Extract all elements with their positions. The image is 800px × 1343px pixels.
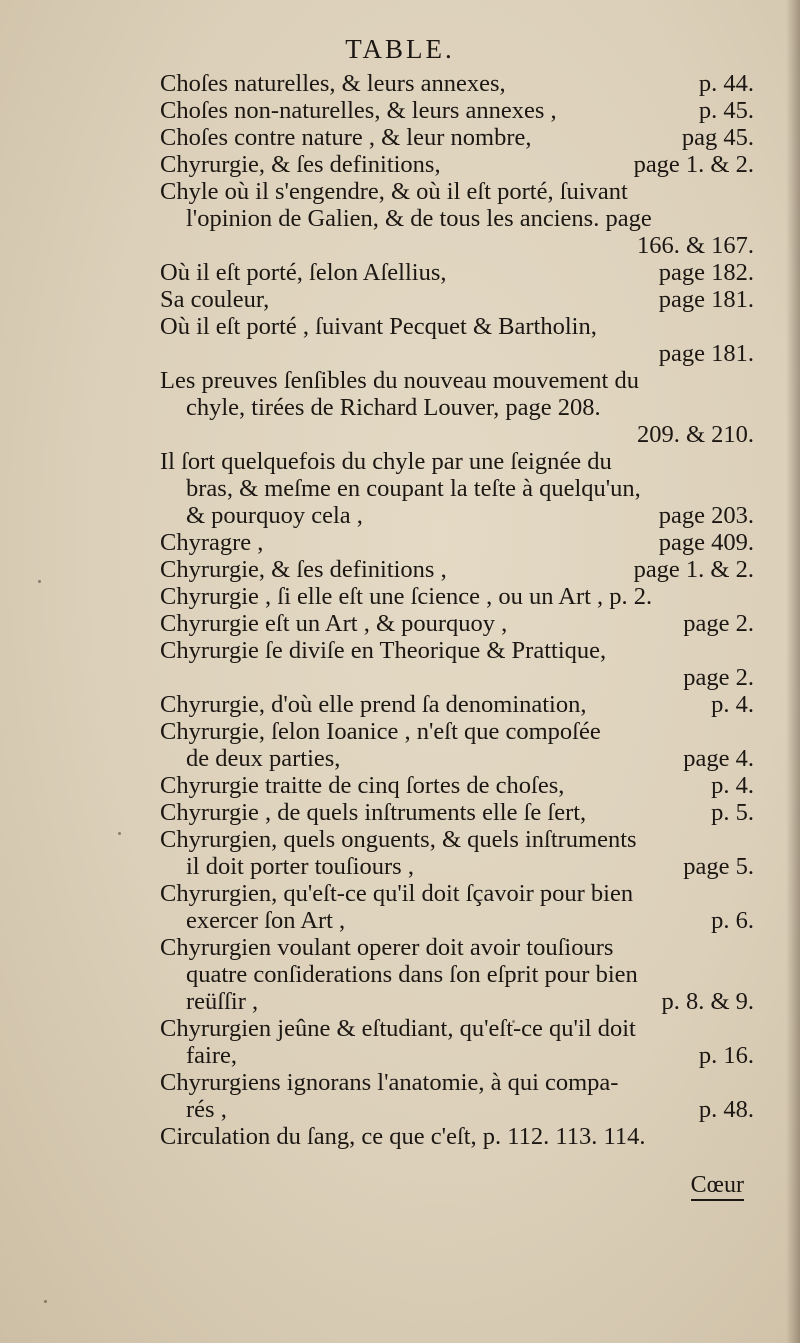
index-entry-page: page 181. — [658, 340, 754, 367]
index-entry-page: page 1. & 2. — [633, 556, 754, 583]
index-entry-text: Choſes non-naturelles, & leurs annexes , — [160, 97, 557, 124]
index-line — [160, 529, 754, 556]
index-entry-page: p. 48. — [698, 1096, 754, 1123]
index-entry-page: p. 16. — [698, 1042, 754, 1069]
index-entry-page: p. 45. — [698, 97, 754, 124]
index-entry-page: page 5. — [683, 853, 754, 880]
index-line — [160, 1042, 754, 1069]
index-entry-text: Chyrurgien jeûne & eſtudiant, qu'eſt-ce qu'il doit — [160, 1015, 636, 1042]
index-entry-page: page 4. — [683, 745, 754, 772]
index-line — [160, 340, 754, 367]
index-entry-page: p. 6. — [711, 907, 754, 934]
index-entry-text: Chyrurgie , de quels inſtruments elle ſe ſert, — [160, 799, 587, 826]
index-entry-text: de deux parties, — [186, 745, 341, 772]
index-line — [160, 799, 754, 826]
index-entry-text: Chyrurgie traitte de cinq ſortes de choſes, — [160, 772, 565, 799]
index-entry-text: Chyrurgie eſt un Art , & pourquoy , — [160, 610, 508, 637]
index-line — [160, 421, 754, 448]
index-entry-page: p. 5. — [711, 799, 754, 826]
index-entry-text: l'opinion de Galien, & de tous les anciens. page — [186, 205, 652, 232]
index-entry-page: page 182. — [658, 259, 754, 286]
index-line — [160, 97, 754, 124]
index-line — [160, 232, 754, 259]
index-entry-text: Où il eſt porté , ſuivant Pecquet & Bartholin, — [160, 313, 597, 340]
index-line — [160, 475, 754, 502]
index-entry-page: p. 8. & 9. — [661, 988, 754, 1015]
index-line — [160, 394, 754, 421]
index-line — [160, 583, 754, 610]
index-line — [160, 313, 754, 340]
index-line — [160, 286, 754, 313]
index-line — [160, 124, 754, 151]
index-entry-text: Les preuves ſenſibles du nouveau mouvement du — [160, 367, 639, 394]
index-entry-text: Choſes contre nature , & leur nombre, — [160, 124, 532, 151]
index-entry-text: il doit porter touſiours , — [186, 853, 414, 880]
index-entry-text: Chyrurgie ſe diviſe en Theorique & Prattique, — [160, 637, 607, 664]
index-line — [160, 637, 754, 664]
index-entry-text: Il ſort quelquefois du chyle par une ſeignée du — [160, 448, 612, 475]
index-entry-text: Chyrurgie, & ſes definitions , — [160, 556, 447, 583]
index-entry-text: Chyrurgie, & ſes definitions, — [160, 151, 441, 178]
index-line — [160, 691, 754, 718]
index-line — [160, 907, 754, 934]
index-entry-text: & pourquoy cela , — [186, 502, 363, 529]
index-entry-text: reüſſir , — [186, 988, 259, 1015]
index-entry-page: pag 45. — [681, 124, 754, 151]
index-line — [160, 1096, 754, 1123]
index-line — [160, 610, 754, 637]
index-entry-text: exercer ſon Art , — [186, 907, 346, 934]
index-entry-text: Chyrurgie, ſelon Ioanice , n'eſt que compoſée — [160, 718, 601, 745]
index-line — [160, 1069, 754, 1096]
paper-speck — [38, 580, 41, 583]
index-entry-page: page 2. — [683, 610, 754, 637]
index-entry-page: p. 4. — [711, 772, 754, 799]
index-line — [160, 826, 754, 853]
index-line — [160, 745, 754, 772]
index-entry-text: Chyragre , — [160, 529, 264, 556]
index-entry-text: bras, & meſme en coupant la teſte à quelqu'un, — [186, 475, 641, 502]
index-entry-text: Où il eſt porté, ſelon Aſellius, — [160, 259, 447, 286]
index-line — [160, 70, 754, 97]
paper-speck — [44, 1300, 47, 1303]
index-entry-page: page 409. — [658, 529, 754, 556]
index-entry-text: Circulation du ſang, ce que c'eſt, p. 112. 113. 114. — [160, 1123, 646, 1150]
index-line — [160, 556, 754, 583]
index-entry-page: p. 4. — [711, 691, 754, 718]
index-line — [160, 259, 754, 286]
index-line — [160, 988, 754, 1015]
index-entry-text: Chyrurgiens ignorans l'anatomie, à qui compa- — [160, 1069, 619, 1096]
index-line — [160, 961, 754, 988]
index-entry-text: Chyrurgien, quels onguents, & quels inſtruments — [160, 826, 637, 853]
index-line — [160, 772, 754, 799]
paper-speck — [512, 1020, 515, 1023]
index-entry-page: page 2. — [683, 664, 754, 691]
catchword: Cœur — [691, 1171, 744, 1201]
index-line — [160, 664, 754, 691]
index-entry-text: Chyrurgie, d'où elle prend ſa denomination, — [160, 691, 587, 718]
index-line — [160, 1015, 754, 1042]
index-entry-page: page 1. & 2. — [633, 151, 754, 178]
paper-speck — [118, 832, 121, 835]
index-entry-text: Chyrurgien, qu'eſt-ce qu'il doit ſçavoir pour bien — [160, 880, 634, 907]
index-entry-text: quatre conſiderations dans ſon eſprit pour bien — [186, 961, 638, 988]
index-line — [160, 718, 754, 745]
index-entry-text: Chyrurgie , ſi elle eſt une ſcience , ou un Art , p. 2. — [160, 583, 653, 610]
index-entry-text: rés , — [186, 1096, 227, 1123]
index-entry-text: faire, — [186, 1042, 237, 1069]
index-line — [160, 1123, 754, 1150]
index-entry-text: Sa couleur, — [160, 286, 270, 313]
index-entry-text: Choſes naturelles, & leurs annexes, — [160, 70, 506, 97]
index-entry-page: page 203. — [658, 502, 754, 529]
index-entry-page: 209. & 210. — [636, 421, 754, 448]
index-entries — [160, 70, 754, 1150]
index-entry-page: 166. & 167. — [636, 232, 754, 259]
index-line — [160, 880, 754, 907]
index-entry-text: Chyrurgien voulant operer doit avoir touſiours — [160, 934, 614, 961]
index-line — [160, 367, 754, 394]
index-line — [160, 448, 754, 475]
index-line — [160, 934, 754, 961]
index-entry-text: Chyle où il s'engendre, & où il eſt porté, ſuivant — [160, 178, 628, 205]
index-line — [160, 502, 754, 529]
index-line — [160, 205, 754, 232]
index-entry-text: chyle, tirées de Richard Louver, page 208. — [186, 394, 601, 421]
index-entry-page: p. 44. — [698, 70, 754, 97]
page-edge-shadow — [786, 0, 800, 1343]
index-entry-page: page 181. — [658, 286, 754, 313]
index-line — [160, 178, 754, 205]
index-line — [160, 151, 754, 178]
index-line — [160, 853, 754, 880]
page-header: TABLE. — [345, 34, 455, 64]
